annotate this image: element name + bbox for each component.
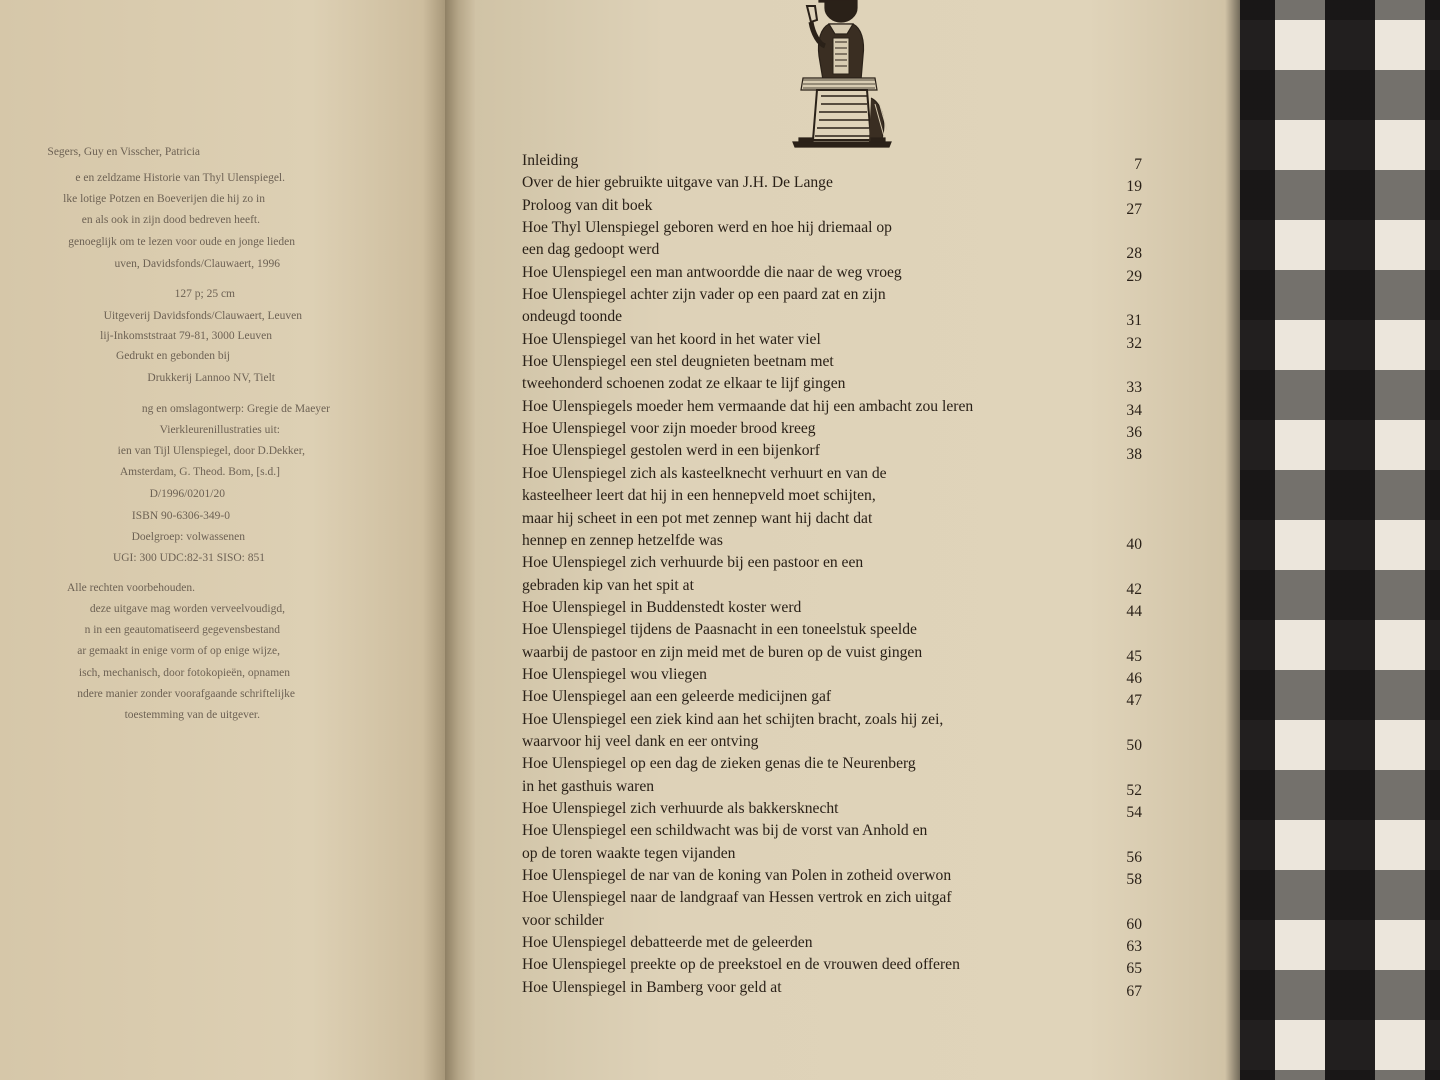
toc-entry-page: 54 (1126, 803, 1142, 821)
toc-entry-page: 60 (1126, 915, 1142, 933)
colophon-line: Gedrukt en gebonden bij (115, 350, 230, 362)
toc-entry-page: 50 (1126, 736, 1142, 754)
toc-entry (522, 262, 1142, 284)
colophon-line: D/1996/0201/20 (149, 488, 225, 500)
toc-entry-page: 47 (1126, 692, 1142, 710)
table-of-contents (522, 150, 1142, 999)
colophon-line: Segers, Guy en Visscher, Patricia (47, 146, 200, 158)
colophon-line: Amsterdam, G. Theod. Bom, [s.d.] (119, 466, 280, 478)
toc-entry (522, 463, 1142, 552)
toc-entry-page: 33 (1126, 379, 1142, 397)
toc-entry-page: 42 (1126, 580, 1142, 598)
toc-entry-page: 44 (1126, 602, 1142, 620)
toc-entry (522, 619, 1142, 664)
toc-entry (522, 798, 1142, 820)
toc-entry-title: Hoe Ulenspiegel preekte op de preekstoel en de vrouwen deed offeren (522, 956, 960, 974)
toc-entry-page: 36 (1126, 424, 1142, 442)
toc-entry-page: 40 (1126, 535, 1142, 553)
toc-entry (522, 954, 1142, 976)
toc-entry-page: 65 (1126, 960, 1142, 978)
toc-entry-title: Hoe Ulenspiegel een man antwoordde die naar de weg vroeg (522, 263, 902, 281)
toc-entry (522, 977, 1142, 999)
toc-entry (522, 418, 1142, 440)
toc-entry-title: Over de hier gebruikte uitgave van J.H. De Lange (522, 174, 833, 192)
toc-entry (522, 820, 1142, 865)
colophon-line: ISBN 90-6306-349-0 (131, 510, 230, 522)
colophon-line: n in een geautomatiseerd gegevensbestand (84, 624, 280, 636)
toc-entry-title: Hoe Ulenspiegel de nar van de koning van Polen in zotheid overwon (522, 867, 952, 884)
colophon-line: e en zeldzame Historie van Thyl Ulenspiegel. (75, 172, 285, 184)
colophon-line: UGI: 300 UDC:82-31 SISO: 851 (112, 552, 265, 564)
toc-entry (522, 440, 1142, 462)
colophon-line: Uitgeverij Davidsfonds/Clauwaert, Leuven (103, 310, 302, 322)
colophon-line: Alle rechten voorbehouden. (66, 582, 195, 594)
checkered-cloth (1240, 0, 1440, 1080)
toc-entry (522, 150, 1142, 172)
toc-entry-title: Hoe Ulenspiegel van het koord in het water viel (522, 330, 821, 348)
woodcut-illustration (763, 0, 923, 150)
toc-entry-title: Hoe Ulenspiegel naar de landgraaf van Hessen vertrok en zich uitgaf voor schilder (522, 889, 952, 929)
toc-entry-title: Hoe Ulenspiegel tijdens de Paasnacht in een toneelstuk speelde waarbij de pastoor en zijn meid met de buren op de vuist gingen (522, 621, 923, 661)
toc-entry-title: Hoe Ulenspiegel debatteerde met de geleerden (522, 934, 813, 952)
toc-entry-title: Hoe Ulenspiegel gestolen werd in een bijenkorf (522, 442, 820, 460)
toc-entry-title: Hoe Ulenspiegel zich verhuurde als bakkersknecht (522, 799, 839, 817)
toc-entry-title: Hoe Ulenspiegel zich als kasteelknecht verhuurt en van de kasteelheer leert dat hij in een hennepveld moet schijten, maar hij scheet in een pot met zennep want hij dacht dat hennep en zennep hetzelfde was (522, 464, 887, 549)
toc-entry-title: Hoe Ulenspiegel in Bamberg voor geld at (522, 978, 782, 996)
toc-entry (522, 351, 1142, 396)
page-edge-shadow (1225, 0, 1240, 1080)
toc-entry-page: 67 (1126, 982, 1142, 1000)
toc-entry-page: 28 (1126, 245, 1142, 263)
right-page (475, 0, 1240, 1080)
toc-entry (522, 172, 1142, 194)
toc-entry (522, 753, 1142, 798)
toc-entry (522, 932, 1142, 954)
toc-entry-title: Hoe Ulenspiegel een schildwacht was bij de vorst van Anhold en op de toren waakte tegen vijanden (522, 822, 928, 862)
toc-entry-title: Hoe Thyl Ulenspiegel geboren werd en hoe hij driemaal op een dag gedoopt werd (522, 219, 892, 259)
toc-entry (522, 686, 1142, 708)
colophon-line: isch, mechanisch, door fotokopieën, opnamen (78, 667, 290, 679)
toc-entry (522, 217, 1142, 262)
toc-entry-page: 32 (1126, 334, 1142, 352)
toc-entry-title: Hoe Ulenspiegel zich verhuurde bij een pastoor en een gebraden kip van het spit at (522, 554, 864, 594)
toc-entry (522, 865, 1142, 887)
toc-entry (522, 597, 1142, 619)
toc-entry (522, 552, 1142, 597)
colophon-line: toestemming van de uitgever. (124, 709, 260, 721)
colophon-line: ng en omslagontwerp: Gregie de Maeyer (141, 403, 330, 415)
colophon-line: Vierkleurenillustraties uit: (159, 424, 280, 436)
toc-entry-title: Inleiding (522, 152, 579, 169)
toc-entry-title: Hoe Ulenspiegels moeder hem vermaande dat hij een ambacht zou leren (522, 397, 974, 415)
toc-entry-title: Proloog van dit boek (522, 196, 653, 214)
toc-entry (522, 284, 1142, 329)
toc-entry-title: Hoe Ulenspiegel een stel deugnieten beetnam met tweehonderd schoenen zodat ze elkaar te lijf gingen (522, 353, 846, 393)
toc-entry-title: Hoe Ulenspiegel achter zijn vader op een paard zat en zijn ondeugd toonde (522, 286, 886, 326)
toc-entry-title: Hoe Ulenspiegel aan een geleerde medicijnen gaf (522, 688, 832, 706)
toc-entry-page: 7 (1134, 156, 1142, 173)
toc-entry-page: 34 (1126, 401, 1142, 419)
toc-entry (522, 664, 1142, 686)
book-spine (445, 0, 475, 1080)
colophon-line: ar gemaakt in enige vorm of op enige wijze, (77, 645, 280, 657)
colophon-line: ien van Tijl Ulenspiegel, door D.Dekker, (117, 445, 305, 457)
colophon-line: Doelgroep: volwassenen (131, 531, 245, 543)
toc-entry-page: 52 (1126, 781, 1142, 799)
toc-entry-title: Hoe Ulenspiegel op een dag de zieken genas die te Neurenberg in het gasthuis waren (522, 755, 916, 795)
toc-entry-page: 56 (1126, 848, 1142, 866)
toc-entry-page: 38 (1126, 446, 1142, 464)
colophon-line: ndere manier zonder voorafgaande schriftelijke (77, 688, 295, 700)
colophon-line: en als ook in zijn dood bedreven heeft. (81, 214, 260, 226)
colophon-line: Drukkerij Lannoo NV, Tielt (147, 372, 275, 384)
toc-entry-title: Hoe Ulenspiegel een ziek kind aan het schijten bracht, zoals hij zei, waarvoor hij veel dank en eer ontving (522, 710, 944, 750)
toc-entry-page: 27 (1126, 200, 1142, 218)
toc-entry (522, 396, 1142, 418)
toc-entry (522, 329, 1142, 351)
colophon (0, 0, 440, 1080)
toc-entry-page: 31 (1126, 312, 1142, 330)
left-page (0, 0, 445, 1080)
toc-entry-page: 19 (1126, 178, 1142, 196)
toc-entry-page: 29 (1126, 267, 1142, 285)
colophon-line: deze uitgave mag worden verveelvoudigd, (89, 603, 285, 615)
colophon-line: lke lotige Potzen en Boeverijen die hij zo in (63, 193, 265, 205)
toc-entry-title: Hoe Ulenspiegel wou vliegen (522, 665, 707, 683)
toc-entry-page: 63 (1126, 938, 1142, 956)
toc-entry (522, 195, 1142, 217)
toc-entry-page: 45 (1126, 647, 1142, 665)
toc-entry (522, 709, 1142, 754)
colophon-line: 127 p; 25 cm (174, 288, 235, 300)
toc-entry-page: 58 (1126, 871, 1142, 888)
colophon-line: lij-Inkomststraat 79-81, 3000 Leuven (100, 330, 272, 342)
toc-entry (522, 887, 1142, 932)
colophon-line: genoeglijk om te lezen voor oude en jonge lieden (68, 236, 295, 248)
colophon-line: uven, Davidsfonds/Clauwaert, 1996 (114, 258, 280, 270)
toc-entry-page: 46 (1126, 669, 1142, 687)
toc-entry-title: Hoe Ulenspiegel voor zijn moeder brood kreeg (522, 420, 816, 438)
toc-entry-title: Hoe Ulenspiegel in Buddenstedt koster werd (522, 598, 802, 616)
